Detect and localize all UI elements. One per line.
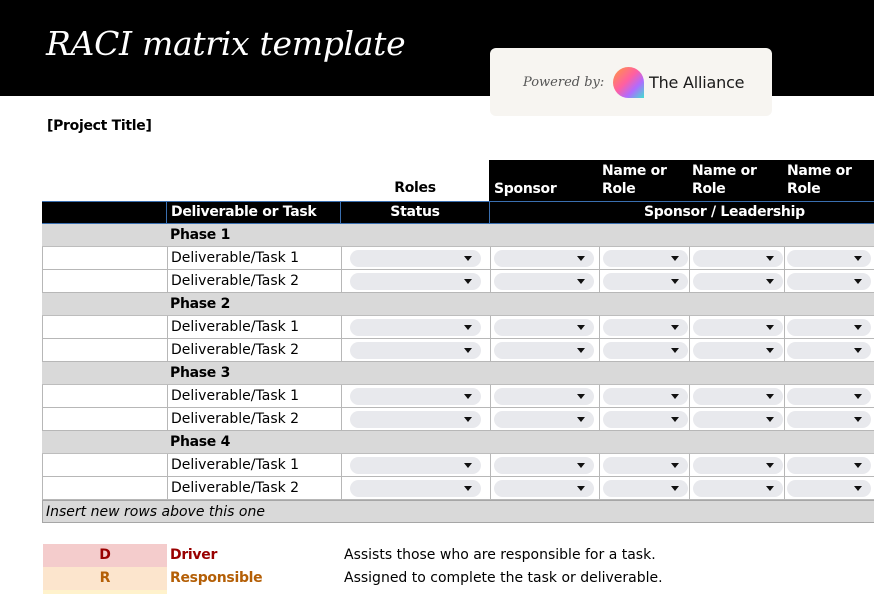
caret-down-icon [577,256,585,261]
cell-divider [689,385,690,408]
role-header-line1: Name or [602,163,667,179]
sponsor-dropdown[interactable] [494,319,594,336]
cell-divider [784,339,785,362]
task-label[interactable]: Deliverable/Task 1 [171,250,300,266]
insert-rows-note-row[interactable] [42,500,874,523]
caret-down-icon [464,256,472,261]
column-header-task: Deliverable or Task [166,201,340,224]
project-title[interactable]: [Project Title] [47,118,152,134]
phase-label: Phase 4 [170,434,231,450]
cell-divider [599,454,600,477]
caret-down-icon [854,463,862,468]
cell-divider [490,247,491,270]
cell-divider [341,247,342,270]
caret-down-icon [854,348,862,353]
task-label[interactable]: Deliverable/Task 2 [171,411,300,427]
insert-rows-note: Insert new rows above this one [46,504,265,520]
role-header-line2: Role [787,181,821,197]
table-row [42,316,874,339]
caret-down-icon [577,463,585,468]
cell-divider [784,247,785,270]
cell-divider [689,454,690,477]
column-header-group: Sponsor / Leadership [489,201,874,224]
cell-divider [167,316,168,339]
caret-down-icon [766,394,774,399]
role-2-dropdown[interactable] [693,388,783,405]
powered-by-label: Powered by: [523,75,605,90]
role-3-dropdown[interactable] [787,342,871,359]
role-1-dropdown[interactable] [603,411,688,428]
caret-down-icon [464,325,472,330]
cell-divider [341,408,342,431]
phase-row [42,224,874,247]
cell-divider [689,247,690,270]
caret-down-icon [464,417,472,422]
table-row [42,408,874,431]
sponsor-dropdown[interactable] [494,457,594,474]
cell-divider [599,316,600,339]
caret-down-icon [766,348,774,353]
alliance-logo-icon [613,67,644,98]
phase-row [42,431,874,454]
role-2-dropdown[interactable] [693,411,783,428]
powered-by-badge[interactable] [490,48,772,116]
cell-divider [490,339,491,362]
caret-down-icon [854,256,862,261]
caret-down-icon [671,256,679,261]
cell-divider [599,339,600,362]
caret-down-icon [766,463,774,468]
status-dropdown[interactable] [350,273,481,290]
cell-divider [689,477,690,500]
cell-divider [490,477,491,500]
caret-down-icon [464,463,472,468]
sponsor-dropdown[interactable] [494,480,594,497]
cell-divider [689,316,690,339]
cell-divider [784,477,785,500]
cell-divider [490,454,491,477]
cell-divider [689,270,690,293]
caret-down-icon [577,348,585,353]
caret-down-icon [671,279,679,284]
role-3-dropdown[interactable] [787,250,871,267]
task-label[interactable]: Deliverable/Task 2 [171,342,300,358]
cell-divider [784,385,785,408]
caret-down-icon [766,325,774,330]
role-header-name-1[interactable] [602,162,667,198]
role-3-dropdown[interactable] [787,457,871,474]
caret-down-icon [464,394,472,399]
cell-divider [599,408,600,431]
phase-label: Phase 1 [170,227,231,243]
caret-down-icon [766,486,774,491]
cell-divider [167,454,168,477]
status-dropdown[interactable] [350,388,481,405]
phase-label: Phase 2 [170,296,231,312]
caret-down-icon [854,417,862,422]
caret-down-icon [577,486,585,491]
caret-down-icon [671,325,679,330]
role-1-dropdown[interactable] [603,319,688,336]
caret-down-icon [577,325,585,330]
cell-divider [167,385,168,408]
caret-down-icon [766,256,774,261]
role-3-dropdown[interactable] [787,273,871,290]
role-3-dropdown[interactable] [787,411,871,428]
role-1-dropdown[interactable] [603,388,688,405]
legend-name-driver: Driver [170,547,218,563]
task-label[interactable]: Deliverable/Task 1 [171,319,300,335]
role-1-dropdown[interactable] [603,273,688,290]
caret-down-icon [854,486,862,491]
role-2-dropdown[interactable] [693,273,783,290]
page-title: RACI matrix template [46,24,406,63]
cell-divider [490,270,491,293]
task-label[interactable]: Deliverable/Task 1 [171,388,300,404]
caret-down-icon [671,486,679,491]
legend-key-driver: D [43,544,167,567]
caret-down-icon [671,417,679,422]
cell-divider [784,316,785,339]
phase-row [42,293,874,316]
caret-down-icon [854,394,862,399]
cell-divider [341,454,342,477]
cell-divider [599,385,600,408]
status-dropdown[interactable] [350,319,481,336]
sponsor-dropdown[interactable] [494,388,594,405]
role-2-dropdown[interactable] [693,250,783,267]
role-header-line1: Name or [787,163,852,179]
caret-down-icon [766,279,774,284]
sponsor-dropdown[interactable] [494,411,594,428]
caret-down-icon [464,279,472,284]
cell-divider [784,270,785,293]
table-row [42,339,874,362]
phase-label: Phase 3 [170,365,231,381]
cell-divider [341,270,342,293]
brand-name: The Alliance [649,73,745,92]
table-row [42,477,874,500]
cell-divider [167,339,168,362]
role-3-dropdown[interactable] [787,319,871,336]
cell-divider [784,454,785,477]
status-dropdown[interactable] [350,411,481,428]
role-1-dropdown[interactable] [603,480,688,497]
caret-down-icon [766,417,774,422]
legend-key-responsible: R [43,567,167,590]
role-header-line1: Name or [692,163,757,179]
legend-desc-responsible: Assigned to complete the task or deliverable. [344,570,663,586]
role-3-dropdown[interactable] [787,388,871,405]
role-1-dropdown[interactable] [603,250,688,267]
caret-down-icon [854,279,862,284]
caret-down-icon [671,394,679,399]
roles-label: Roles [394,180,436,196]
role-header-name-2[interactable] [692,162,757,198]
cell-divider [490,316,491,339]
table-row [42,385,874,408]
sponsor-dropdown[interactable] [494,273,594,290]
column-header-status: Status [340,201,489,224]
caret-down-icon [577,417,585,422]
caret-down-icon [671,348,679,353]
role-header-sponsor[interactable]: Sponsor [494,181,557,197]
sponsor-dropdown[interactable] [494,342,594,359]
cell-divider [689,408,690,431]
caret-down-icon [671,463,679,468]
role-1-dropdown[interactable] [603,342,688,359]
phase-row [42,362,874,385]
role-2-dropdown[interactable] [693,457,783,474]
cell-divider [167,270,168,293]
status-dropdown[interactable] [350,342,481,359]
cell-divider [341,477,342,500]
table-row [42,454,874,477]
cell-divider [341,339,342,362]
cell-divider [599,270,600,293]
status-dropdown[interactable] [350,480,481,497]
cell-divider [599,247,600,270]
caret-down-icon [577,394,585,399]
role-2-dropdown[interactable] [693,319,783,336]
role-2-dropdown[interactable] [693,480,783,497]
cell-divider [490,385,491,408]
table-row [42,270,874,293]
cell-divider [167,477,168,500]
caret-down-icon [464,486,472,491]
cell-divider [784,408,785,431]
status-dropdown[interactable] [350,250,481,267]
cell-divider [689,339,690,362]
role-2-dropdown[interactable] [693,342,783,359]
table-row [42,247,874,270]
cell-divider [341,316,342,339]
role-header-line2: Role [602,181,636,197]
role-header-name-3[interactable] [787,162,852,198]
status-dropdown[interactable] [350,457,481,474]
role-1-dropdown[interactable] [603,457,688,474]
cell-divider [341,385,342,408]
legend-key-next [43,590,167,594]
task-label[interactable]: Deliverable/Task 2 [171,273,300,289]
task-label[interactable]: Deliverable/Task 1 [171,457,300,473]
legend-desc-driver: Assists those who are responsible for a task. [344,547,656,563]
cell-divider [599,477,600,500]
caret-down-icon [464,348,472,353]
cell-divider [167,408,168,431]
legend-name-responsible: Responsible [170,570,263,586]
role-3-dropdown[interactable] [787,480,871,497]
sponsor-dropdown[interactable] [494,250,594,267]
cell-divider [490,408,491,431]
caret-down-icon [854,325,862,330]
caret-down-icon [577,279,585,284]
task-label[interactable]: Deliverable/Task 2 [171,480,300,496]
cell-divider [167,247,168,270]
role-header-line2: Role [692,181,726,197]
